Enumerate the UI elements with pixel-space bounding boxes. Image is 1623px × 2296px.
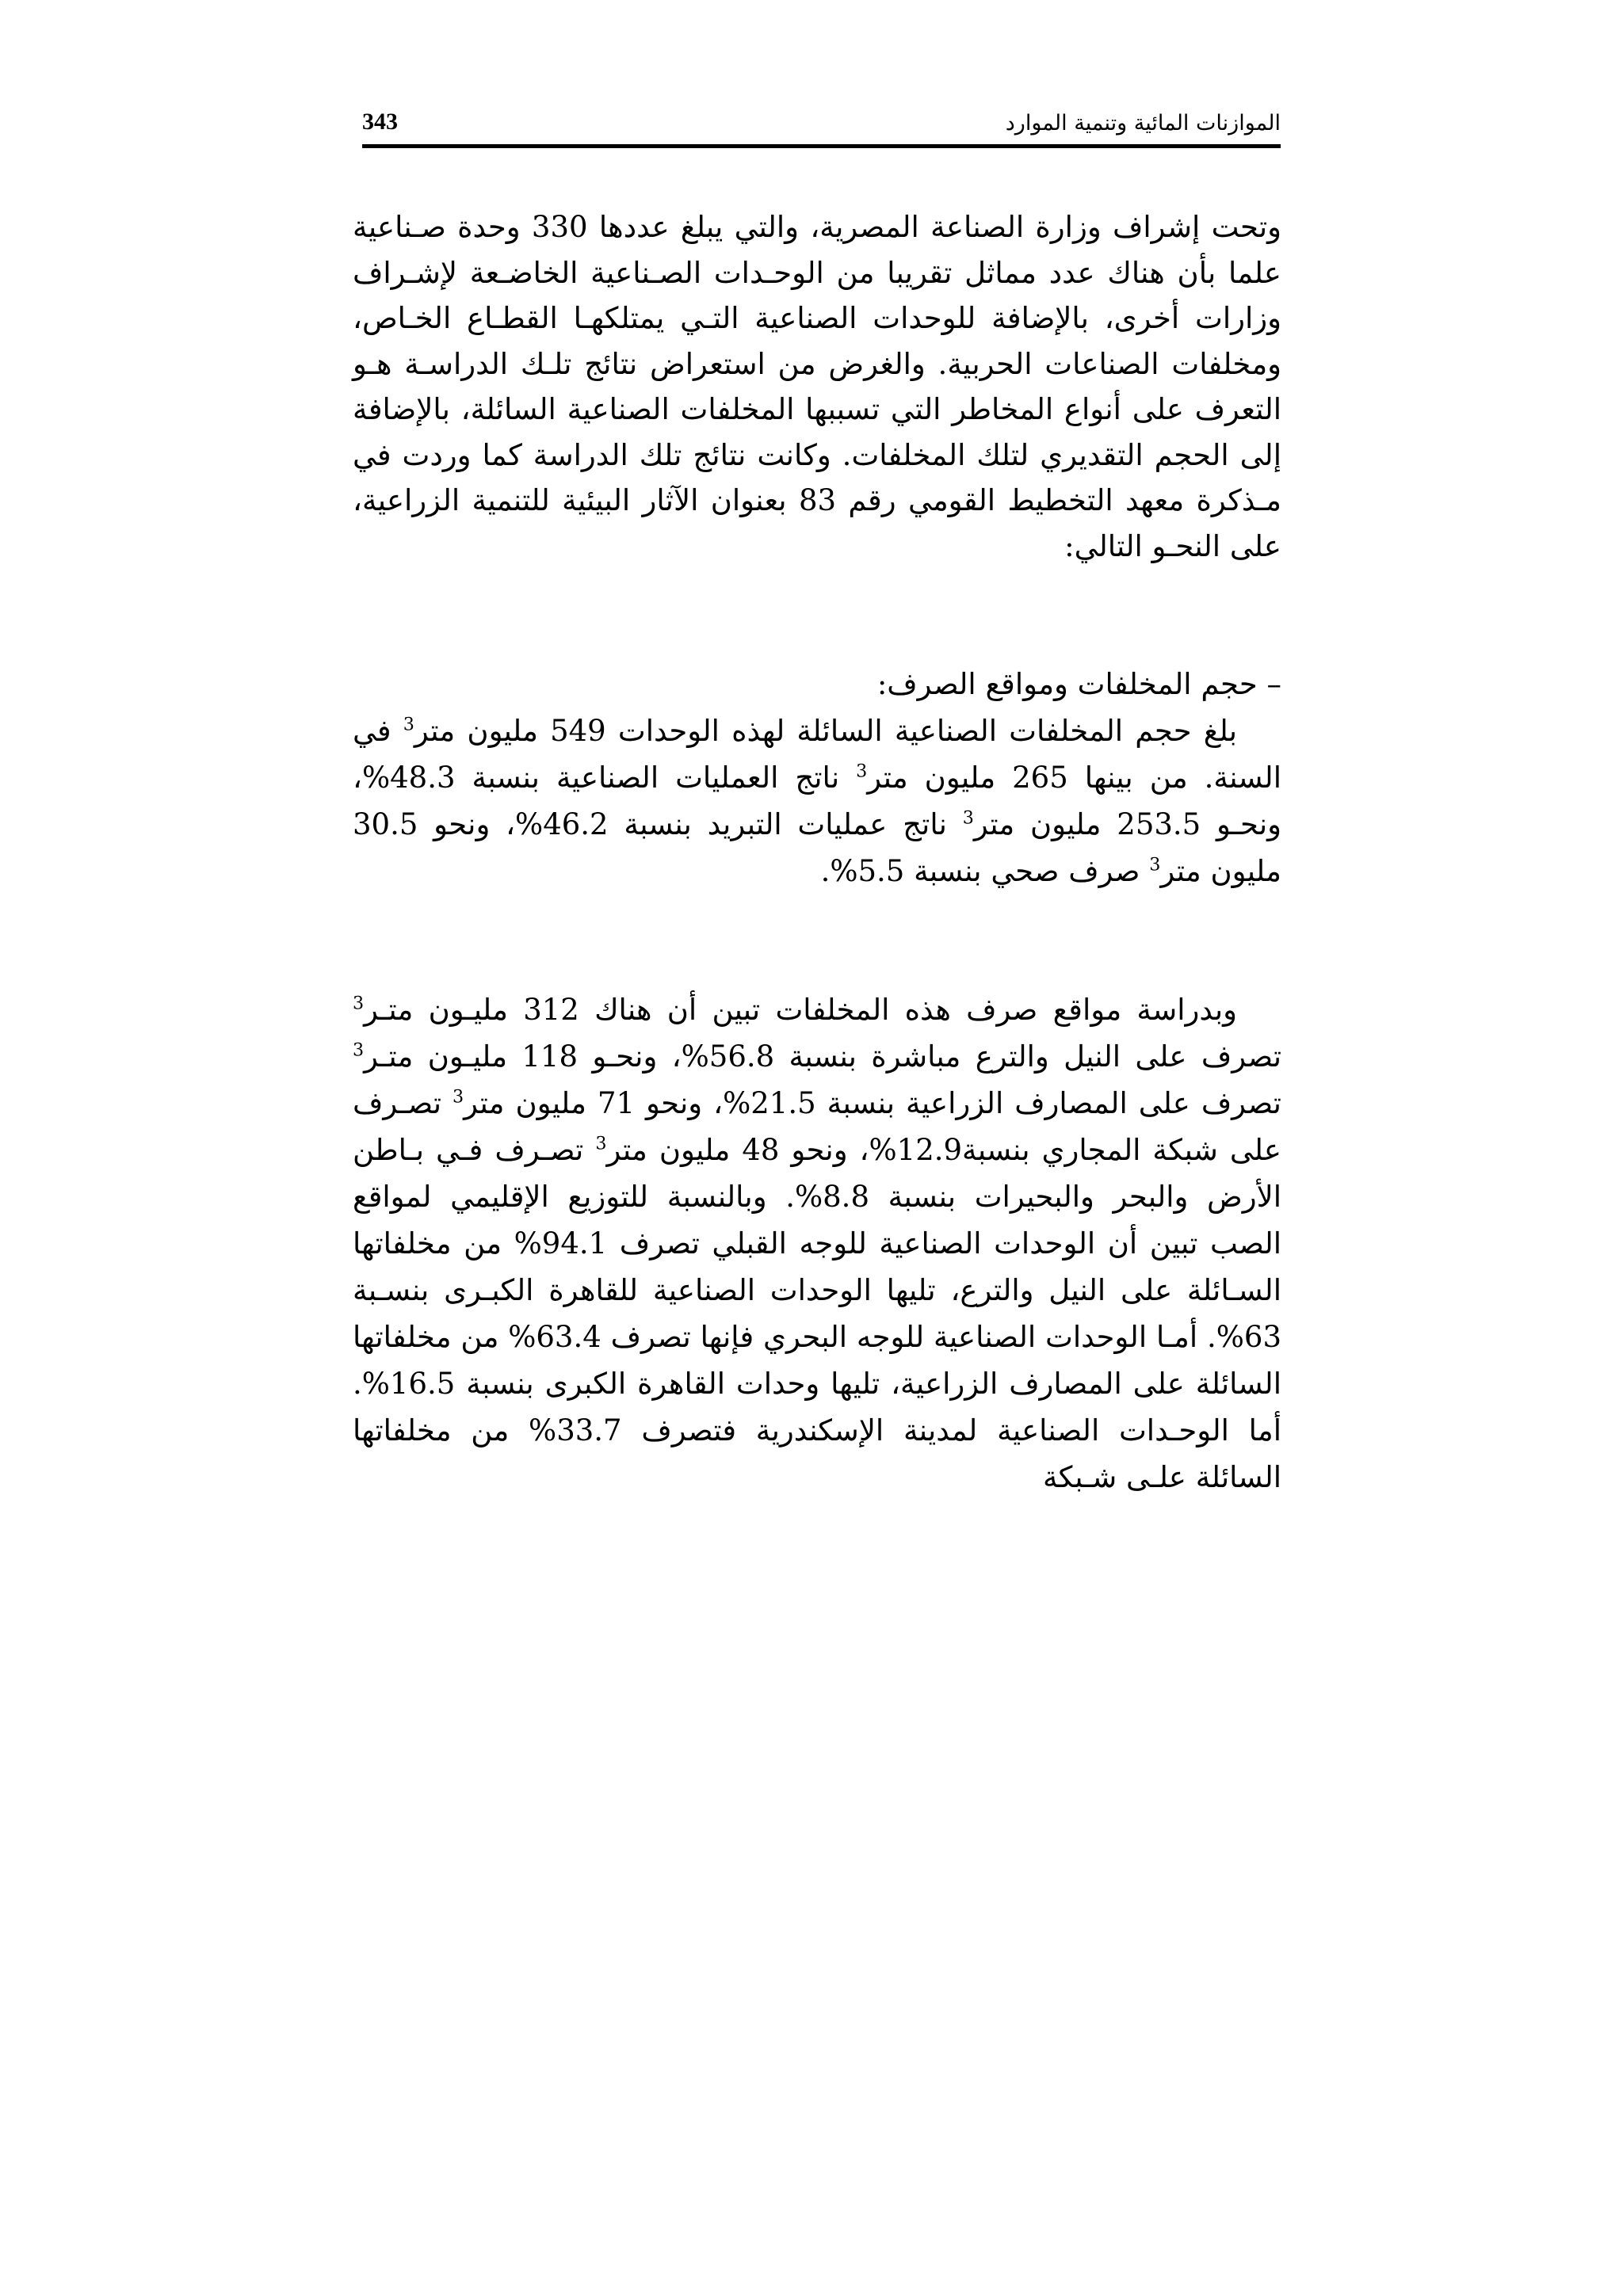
text-run: ناتج العمليات الصناعية بنسبة 48.3%، ونحـو 253.5 مليون متر [353,761,1281,841]
text-run: وبدراسة مواقع صرف هذه المخلفات تبين أن هناك 312 مليـون متـر [364,993,1237,1027]
running-header [362,106,1281,143]
running-title: الموازنات المائية وتنمية الموارد [1005,111,1281,135]
text-run: تصرف على النيل والترع مباشرة بنسبة 56.8%، ونحـو 118 مليـون متـر [364,1039,1281,1074]
superscript: 3 [962,807,974,829]
superscript: 3 [353,993,365,1014]
spacer [353,569,1281,661]
text-run: في السنة. من بينها 265 مليون متر [353,714,1281,795]
header-rule [362,144,1281,148]
superscript: 3 [452,1086,464,1108]
text-run: صرف صحي بنسبة 5.5%. [820,854,1150,888]
page-number: 343 [362,109,398,135]
paragraph-discharge-sites [353,986,1281,1501]
text-run: بلغ حجم المخلفات الصناعية السائلة لهذه الوحدات 549 مليون متر [414,714,1237,748]
text-run: تصـرف على شبكة المجاري بنسبة12.9%، ونحو 48 مليون متر [353,1086,1281,1167]
paragraph-intro: وتحت إشراف وزارة الصناعة المصرية، والتي يبلغ عددها 330 وحدة صـناعية علما بأن هناك عدد مماثل تقريبا من الوحـدات الصـناعية الخاضـعة لإشـراف وزارات أخرى، بالإضافة للوحدات الصناعية التـي يمتلكهـا القطـاع الخـاص، ومخلفات الصناعات الحربية. والغرض من استعراض نتائج تلـك الدراسـة هـو التعرف على أنواع المخاطر التي تسببها المخلفات الصناعية السائلة، بالإضافة إلى الحجم التقديري لتلك المخلفات. وكانت نتائج تلك الدراسة كما وردت في مـذكرة معهد التخطيط القومي رقم 83 بعنوان الآثار البيئية للتنمية الزراعية، على النحـو التالي: [353,210,1281,563]
superscript: 3 [1149,854,1161,875]
paragraph-volume [353,707,1281,894]
superscript: 3 [595,1133,607,1154]
superscript: 3 [856,761,868,782]
text-run: تصرف على المصارف الزراعية بنسبة 21.5%، ونحو 71 مليون متر [464,1086,1281,1120]
superscript: 3 [403,714,414,735]
superscript: 3 [353,1039,365,1061]
text-run: ناتج عمليات التبريد بنسبة 46.2%، ونحو 30.5 مليون متر [353,807,1281,888]
page-body [353,204,1281,1501]
text-run: تصـرف فـي بـاطن الأرض والبحر والبحيرات بنسبة 8.8%. وبالنسبة للتوزيع الإقليمي لمواقع الصب تبين أن الوحدات الصناعية للوجه القبلي تصرف 94.1% من مخلفاتها السـائلة على النيل والترع، تليها الوحدات الصناعية للقاهرة الكبـرى بنسـبة 63%. أمـا الوحدات الصناعية للوجه البحري فإنها تصرف 63.4% من مخلفاتها السائلة على المصارف الزراعية، تليها وحدات القاهرة الكبرى بنسبة 16.5%. أما الوحـدات الصناعية لمدينة الإسكندرية فتصرف 33.7% من مخلفاتها السائلة علـى شـبكة [353,1133,1282,1494]
section-heading: – حجم المخلفات ومواقع الصرف: [876,667,1281,701]
spacer [353,894,1281,986]
